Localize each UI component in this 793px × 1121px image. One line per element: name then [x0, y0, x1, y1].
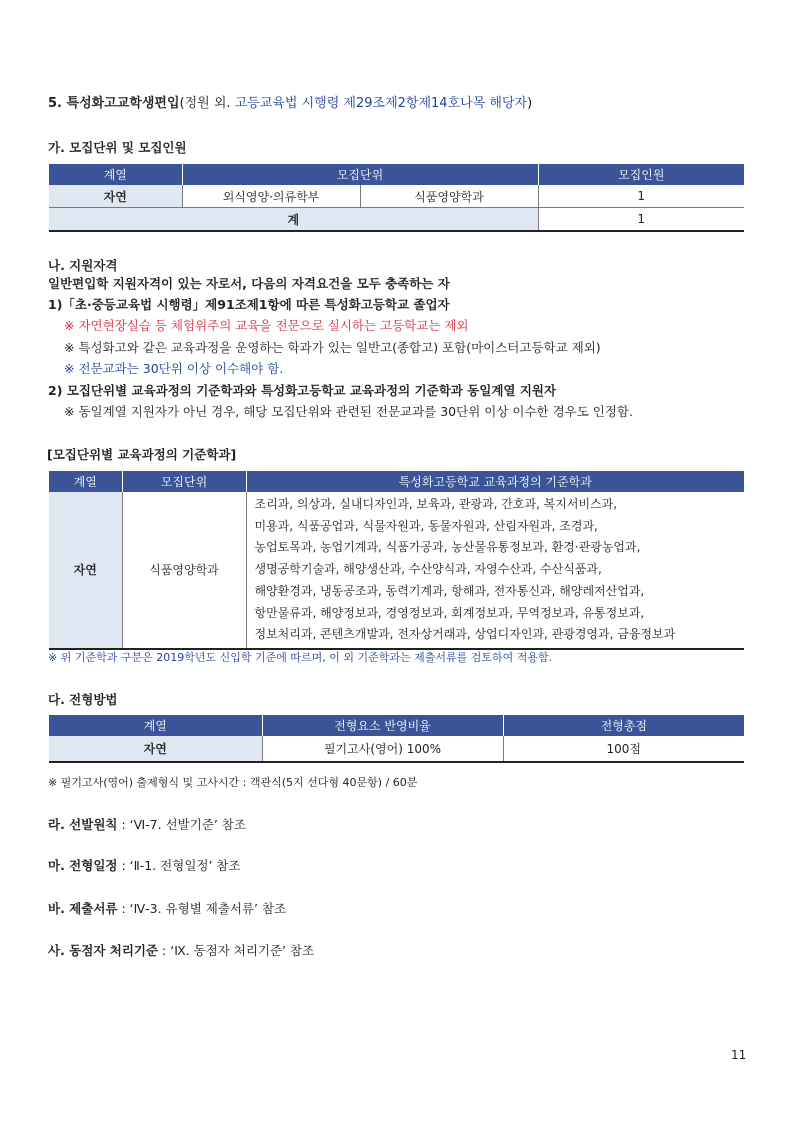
total-count: 1 — [538, 208, 744, 232]
ga-heading: 가. 모집단위 및 모집인원 — [48, 140, 187, 155]
criteria-table — [49, 471, 744, 650]
ba-label: 바. 제출서류 — [48, 901, 118, 916]
criteria-line: 미용과, 식품공업과, 식물자원과, 동물자원과, 산림자원과, 조경과, — [254, 518, 598, 533]
sa-label: 사. 동점자 처리기준 — [48, 943, 159, 958]
da-heading: 다. 전형방법 — [48, 692, 118, 707]
criteria-line: 조리과, 의상과, 실내디자인과, 보육과, 관광과, 간호과, 복지서비스과, — [254, 497, 618, 511]
da-note: ※ 필기고사(영어) 출제형식 및 고사시간 : 객관식(5지 선다형 40문항) / 60분 — [48, 776, 418, 789]
criteria-col-unit: 모집단위 — [122, 471, 246, 492]
recruitment-table — [49, 164, 744, 232]
col-header-unit: 모집단위 — [182, 164, 538, 185]
row-dept: 식품영양학과 — [360, 185, 538, 208]
ra-text: : ‘Ⅵ-7. 선발기준’ 참조 — [117, 817, 246, 832]
criteria-line: 해양환경과, 냉동공조과, 동력기계과, 항해과, 전자통신과, 해양레저산업과, — [254, 583, 645, 598]
na-note-blue: ※ 전문교과는 30단위 이상 이수해야 함. — [64, 361, 284, 376]
na-item-2: 2) 모집단위별 교육과정의 기준학과와 특성화고등학교 교육과정의 기준학과 동일계열 지원자 — [48, 383, 557, 398]
method-total: 100점 — [503, 736, 744, 762]
criteria-col-series: 계열 — [49, 471, 122, 492]
sa-text: : ‘Ⅸ. 동점자 처리기준’ 참조 — [158, 943, 315, 958]
total-label: 계 — [49, 208, 538, 232]
ma-text: : ‘Ⅱ-1. 전형일정’ 참조 — [117, 858, 241, 873]
method-col-ratio: 전형요소 반영비율 — [262, 715, 503, 736]
table-row — [49, 736, 744, 762]
table-row — [49, 185, 744, 208]
page-number: 11 — [731, 1048, 747, 1062]
section-paren-close: ) — [527, 96, 533, 111]
na-heading: 나. 지원자격 — [48, 258, 118, 273]
row-series: 자연 — [49, 185, 182, 208]
row-count: 1 — [538, 185, 744, 208]
criteria-line: 정보처리과, 콘텐츠개발과, 전자상거래과, 상업디자인과, 관광경영과, 금융정보과 — [254, 627, 676, 642]
criteria-table-header — [49, 471, 744, 492]
ra-label: 라. 선발원칙 — [48, 817, 118, 832]
ba-text: : ‘Ⅳ-3. 유형별 제출서류’ 참조 — [117, 901, 287, 916]
section-title — [48, 92, 532, 111]
method-col-total: 전형총점 — [503, 715, 744, 736]
criteria-depts-cell — [246, 492, 744, 649]
recruitment-table-header — [49, 164, 744, 185]
na-item-1: 1)「초·중등교육법 시행령」제91조제1항에 따른 특성화고등학교 졸업자 — [48, 297, 450, 312]
section-paren-open: (정원 외. — [179, 96, 235, 111]
criteria-note: ※ 위 기준학과 구분은 2019학년도 신입학 기준에 따르며, 이 외 기준학과는 제출서류를 검토하여 적용함. — [48, 651, 553, 664]
section-heading: 5. 특성화고교학생편입 — [48, 96, 180, 111]
ma-line — [48, 856, 241, 874]
ma-label: 마. 전형일정 — [48, 858, 118, 873]
criteria-col-depts: 특성화고등학교 교육과정의 기준학과 — [246, 471, 744, 492]
na-note-2: ※ 동일계열 지원자가 아닌 경우, 해당 모집단위와 관련된 전문교과를 30단위 이상 이수한 경우도 인정함. — [64, 404, 633, 419]
col-header-count: 모집인원 — [538, 164, 744, 185]
row-division: 외식영양·의류학부 — [182, 185, 360, 208]
criteria-series: 자연 — [49, 492, 122, 649]
ra-line — [48, 815, 246, 833]
table-row — [49, 492, 744, 649]
na-note-red: ※ 자연현장실습 등 체험위주의 교육을 전문으로 실시하는 고등학교는 제외 — [64, 318, 469, 333]
criteria-heading: [모집단위별 교육과정의 기준학과] — [47, 447, 237, 462]
criteria-line: 농업토목과, 농업기계과, 식품가공과, 농산물유통정보과, 환경·관광농업과, — [254, 540, 641, 555]
method-table — [49, 715, 744, 763]
criteria-line: 생명공학기술과, 해양생산과, 수산양식과, 자영수산과, 수산식품과, — [254, 562, 602, 577]
na-note-general-high: ※ 특성화고와 같은 교육과정을 운영하는 학과가 있는 일반고(종합고) 포함(마이스터고등학교 제외) — [64, 340, 601, 355]
method-table-header — [49, 715, 744, 736]
method-col-series: 계열 — [49, 715, 262, 736]
section-legal-ref: 고등교육법 시행령 제29조제2항제14호나목 해당자 — [234, 96, 528, 111]
criteria-line: 항만물류과, 해양정보과, 경영정보과, 회계정보과, 무역정보과, 유통정보과, — [254, 605, 645, 620]
sa-line — [48, 941, 314, 959]
method-ratio: 필기고사(영어) 100% — [262, 736, 503, 762]
method-series: 자연 — [49, 736, 262, 762]
criteria-unit: 식품영양학과 — [122, 492, 246, 649]
ba-line — [48, 899, 286, 917]
total-row — [49, 208, 744, 232]
na-intro: 일반편입학 지원자격이 있는 자로서, 다음의 자격요건을 모두 충족하는 자 — [48, 276, 450, 291]
col-header-series: 계열 — [49, 164, 182, 185]
